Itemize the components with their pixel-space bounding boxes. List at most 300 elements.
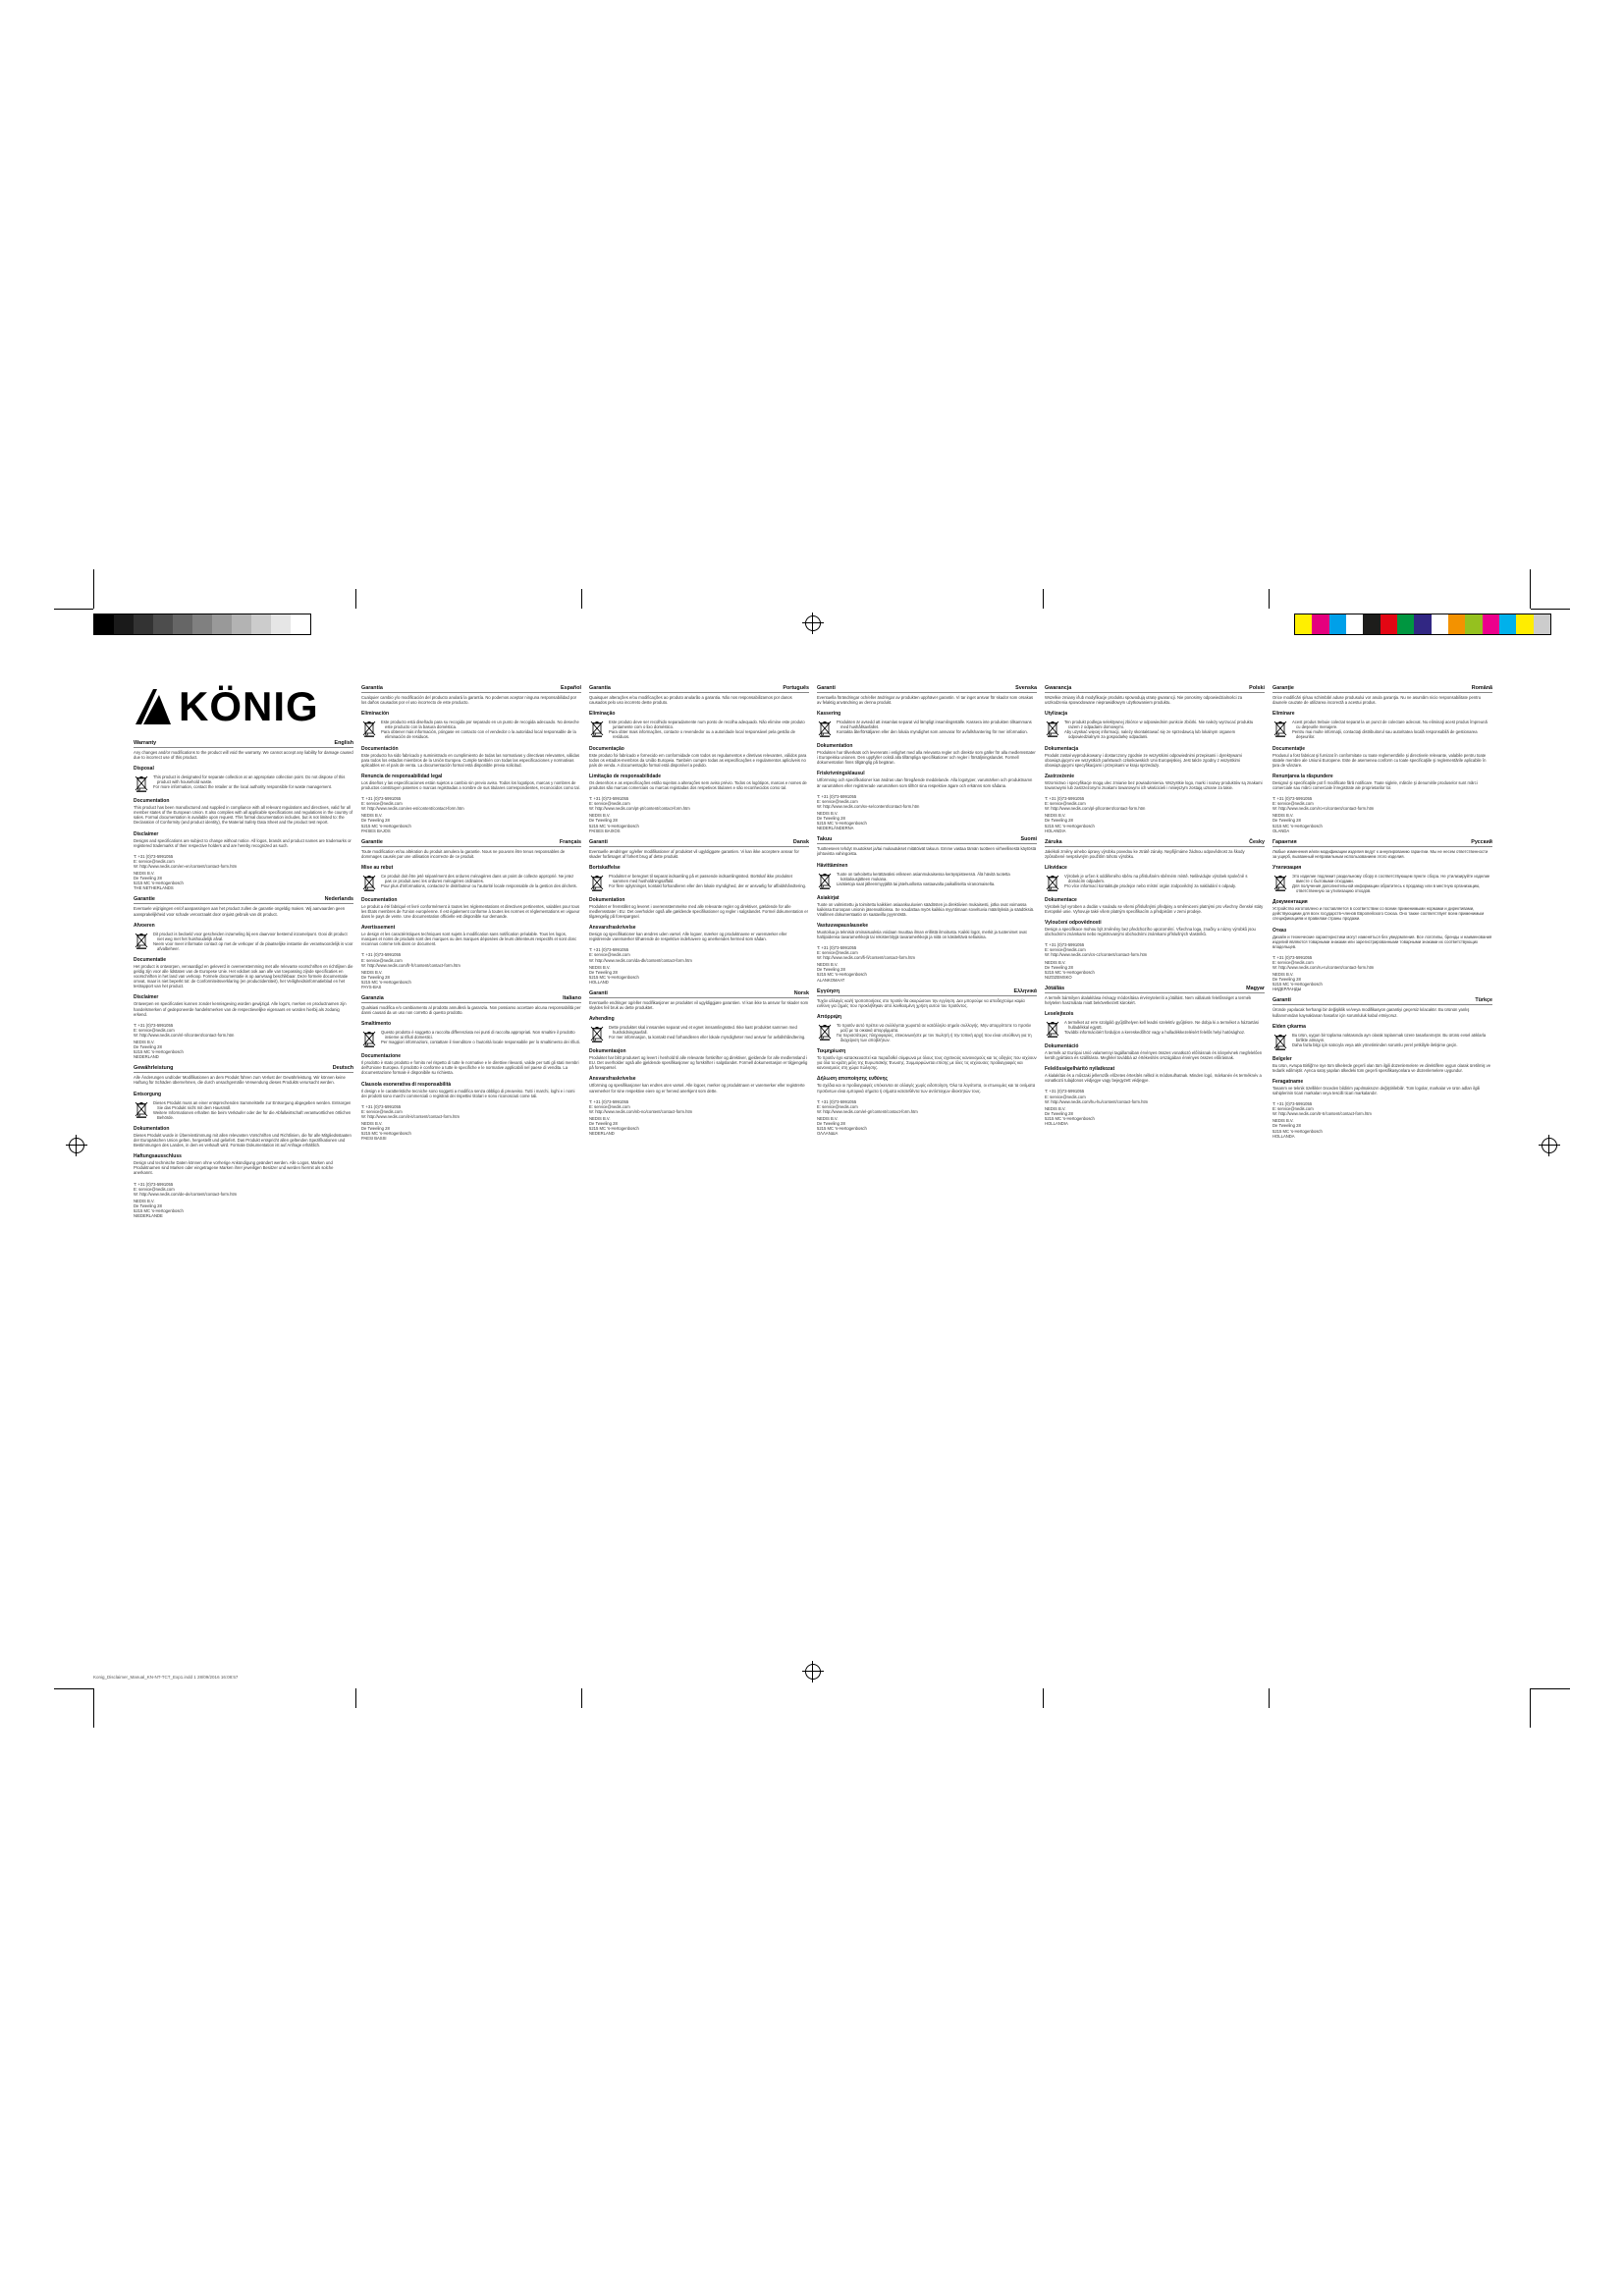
contact-line: W: http://www.nedis.com/el-gr/content/contact-form.htm xyxy=(817,1108,918,1114)
disposal-block xyxy=(1272,874,1492,893)
color-swatch xyxy=(1312,614,1328,634)
bullet-item: Para obter mais informações, contacte o revendedor ou a autoridade local responsável pela gestão de resíduos. xyxy=(609,729,795,740)
address-line: HOLLANDA xyxy=(1272,1133,1295,1139)
subheading: Utylizacja xyxy=(1045,711,1068,718)
contact-line: T: +31 (0)73-5991055 xyxy=(361,796,402,802)
bullet-list xyxy=(153,774,353,792)
paragraph: Utformning och specifikationer kan ändras utan föregående meddelande. Alla logotyper, varumärken och produktnamn är varumärken eller registrerade varumärken som tillhör sina respektive ägare och erkänns som sådana. xyxy=(817,777,1033,788)
contact-line: E: service@nedis.com xyxy=(817,1103,858,1109)
section xyxy=(1045,897,1265,914)
subheading: Haftungsausschluss xyxy=(134,1153,182,1160)
address-line: PAESI BASSI xyxy=(361,1136,387,1142)
disposal-block xyxy=(134,1100,353,1120)
address-line: 5215 MC 's-Hertogenbosch xyxy=(589,823,639,828)
section-heading xyxy=(817,836,1037,844)
address-block xyxy=(1272,1118,1492,1138)
color-swatch xyxy=(232,614,251,634)
bullet-item: Výrobek je určen k odděleného sběru na příslušném sběrném místě. Nelikvidujte výrobek společně s domácím odpadem. xyxy=(1064,873,1248,883)
bullet-list xyxy=(1064,720,1265,739)
subheading: Leselejtezés xyxy=(1045,1011,1074,1018)
color-swatch xyxy=(1363,614,1380,634)
crossed-bin-icon xyxy=(1045,720,1060,737)
section xyxy=(1272,796,1492,833)
subheading: Belgeler xyxy=(1272,1055,1292,1062)
section-title: Takuu xyxy=(817,836,833,843)
contact-line: T: +31 (0)73-5991055 xyxy=(589,947,629,953)
paragraph: Дизайн и технические характеристики могут изменяться без уведомления. Все логотипы, бренды и наименования изделий являются товарными знаками или зарегистрированными товарными знаками их соответствующих владельцев. xyxy=(1272,934,1492,949)
bullet-item: Acest produs trebuie colectat separat la un punct de colectare adecvat. Nu eliminaţi acest produs împreună cu deşeurile menajere. xyxy=(1292,720,1488,730)
address-line: NEDIS B.V. xyxy=(1272,972,1294,978)
language-label: Česky xyxy=(1249,838,1265,845)
section xyxy=(817,1099,1037,1137)
section xyxy=(589,1099,809,1137)
language-column xyxy=(134,685,353,1224)
address-line: HOLANDIA xyxy=(1045,828,1066,833)
disposal-block xyxy=(1045,1020,1265,1038)
paragraph: Designul şi specificaţiile pot fi modificate fără notificare. Toate siglele, mărcile şi denumirile produselor sunt mărci comerciale sau mărci comerciale înregistrate ale proprietarilor lor. xyxy=(1272,779,1478,790)
contact-line: W: http://www.nedis.com/cs-cz/content/contact-form.htm xyxy=(1045,952,1148,958)
address-line: NEDERLAND xyxy=(589,1131,615,1137)
paragraph: Eventuele wijzigingen en/of aanpassingen aan het product zullen de garantie ongeldig maken. Wij aanvaarden geen aansprakelijkheid voor schade veroorzaakt door onjuist gebruik van dit product. xyxy=(134,906,346,917)
section xyxy=(134,831,353,848)
address-line: THE NETHERLANDS xyxy=(134,885,174,891)
paragraph: Produkten har tillverkats och levererats i enlighet med alla relevanta regler och direktiv som gäller för alla medlemsstater i Europeiska unionen. Den uppfyller också alla tillämpliga specifikationer och regler i försäljningslandet. Formell dokumentation finns tillgänglig på begäran. xyxy=(817,750,1036,766)
contact-line: E: service@nedis.com xyxy=(589,952,630,958)
subheading: Zastrzeżenie xyxy=(1045,773,1075,779)
contact-line: E: service@nedis.com xyxy=(1045,947,1086,953)
crop-mark xyxy=(54,1688,93,1689)
paragraph: Utforming og spesifikasjoner kan endres uten varsel. Alle logoer, merker og produktnavn er varemerker eller registrerte varemerker for sine respektive eiere og er herved anerkjent som dette. xyxy=(589,1083,805,1094)
contact-block xyxy=(134,1023,353,1038)
color-swatch xyxy=(1414,614,1431,634)
paragraph: Produktet er fremstillet og leveret i overensstemmelse med alle relevante regler og direktiver, gældende for alle medlemsstater i EU. Det overholder også alle gældende specifikationer og regler i salgslandet. Formel dokumentation er tilgængelig på forespørgsel. xyxy=(589,903,808,920)
crop-mark xyxy=(93,1688,94,1728)
address-line: ALANKOMAAT xyxy=(817,977,845,983)
contact-line: W: http://www.nedis.com/fr-fr/content/contact-form.htm xyxy=(361,962,460,968)
paragraph: Ontwerpen en specificaties kunnen zonder kennisgeving worden gewijzigd. Alle logo's, merken en productnamen zijn handelsmerken of gedeponeerde handelsmerken van de respectievelijke eigenaars en worden hierbij als zodanig erkend. xyxy=(134,1001,347,1017)
address-line: 5215 MC 's-Hertogenbosch xyxy=(817,972,867,978)
address-block xyxy=(1045,1106,1265,1126)
contact-line: W: http://www.nedis.com/nl-nl/content/contact-form.htm xyxy=(134,1032,235,1038)
contact-block xyxy=(361,952,581,967)
disposal-block xyxy=(1045,874,1265,891)
crossed-bin-icon xyxy=(1272,874,1288,891)
contact-line: E: service@nedis.com xyxy=(1272,959,1314,965)
section xyxy=(1045,865,1265,891)
crossed-bin-icon xyxy=(589,1025,605,1042)
color-swatch xyxy=(212,614,232,634)
section-heading xyxy=(134,740,353,748)
bullet-list xyxy=(1064,874,1265,891)
section xyxy=(817,794,1037,831)
paragraph: Quaisquer alterações e/ou modificações ao produto anularão a garantia. Não nos responsabilizamos por danos causados pelo uso incorreto deste produto. xyxy=(589,695,792,706)
bullet-item: Για περισσότερες πληροφορίες, επικοινωνήστε με τον πωλητή ή την τοπική αρχή που είναι υπεύθυνη για τη διαχείριση των αποβλήτων. xyxy=(837,1033,1032,1043)
fold-mark xyxy=(355,1688,356,1708)
section xyxy=(589,839,809,859)
subheading: Feragatname xyxy=(1272,1078,1304,1085)
paragraph: Tasarım ve teknik özellikler önceden bildirim yapılmaksızın değiştirilebilir. Tüm logolar, markalar ve ürün adları ilgili sahiplerinin ticari markaları veya tescilli ticari markalarıdır. xyxy=(1272,1085,1481,1095)
section xyxy=(1272,746,1492,768)
bullet-item: Daha fazla bilgi için satıcıyla veya atık yönetiminden sorumlu yerel yetkiliyle iletişime geçin. xyxy=(1292,1041,1458,1047)
section xyxy=(817,895,1037,917)
section-heading xyxy=(361,839,581,847)
section xyxy=(1045,796,1265,833)
contact-block xyxy=(589,947,809,962)
subheading: Eliminação xyxy=(589,711,616,718)
section-heading xyxy=(1045,685,1265,693)
address-block xyxy=(817,962,1037,982)
section xyxy=(589,796,809,833)
language-label: Türkçe xyxy=(1475,997,1492,1004)
paragraph: Toute modification et/ou altération du produit annulera la garantie. Nous ne pouvons être tenus responsables de dommages causés par une utilisation incorrecte de ce produit. xyxy=(361,848,566,859)
brand-wordmark: KÖNIG xyxy=(179,685,319,730)
paragraph: Eventuella förändringar och/eller ändringar av produkten upphäver garantin. Vi tar inget ansvar för skador som orsakas av felaktig användning av denna produkt. xyxy=(817,695,1034,706)
language-label: Русский xyxy=(1471,838,1492,845)
section xyxy=(134,798,353,825)
disposal-block xyxy=(1272,720,1492,739)
contact-block xyxy=(589,1099,809,1114)
bullet-list xyxy=(381,720,581,739)
address-line: NEDIS B.V. xyxy=(1045,1105,1066,1111)
color-swatch xyxy=(1295,614,1312,634)
address-line: NEDIS B.V. xyxy=(134,871,155,877)
section xyxy=(134,740,353,760)
paragraph: Eventuelle ændringer og/eller modifikationer af produktet vil ugyldiggøre garantien. Vi kan ikke acceptere ansvar for skader forårsaget af forkert brug af dette produkt. xyxy=(589,848,799,859)
disclaimer-sheet xyxy=(134,685,1490,1603)
address-line: De Tweeling 28 xyxy=(134,1044,162,1050)
address-line: NEDIS B.V. xyxy=(817,810,839,816)
contact-block xyxy=(1272,796,1492,811)
crossed-bin-icon xyxy=(817,872,833,889)
language-label: Norsk xyxy=(793,990,809,996)
color-swatch xyxy=(1465,614,1482,634)
section xyxy=(1045,746,1265,768)
section xyxy=(134,1182,353,1219)
subheading: Smaltimento xyxy=(361,1021,392,1028)
section xyxy=(361,995,581,1015)
address-line: 5215 MC 's-Hertogenbosch xyxy=(817,821,867,827)
bullet-item: Tuote on tarkoitettu kerättäväksi erikseen asianmukaisessa keräyspisteessä. Älä hävitä tuotetta kotitalousjätteen mukana. xyxy=(837,871,1010,881)
paragraph: Το προϊόν έχει κατασκευαστεί και παραδοθεί σύμφωνα με όλους τους σχετικούς κανονισμούς και τις οδηγίες που ισχύουν για όλα τα κράτη μέλη της Ευρωπαϊκής Ένωσης. Συμμορφώνεται επίσης με όλες τις ισχύουσες προδιαγραφές και κανονισμούς στη χώρα πώλησης. xyxy=(817,1055,1037,1071)
address-line: De Tweeling 28 xyxy=(134,1202,162,1208)
section xyxy=(817,1076,1037,1093)
bullet-list xyxy=(609,1025,809,1042)
registration-mark xyxy=(805,1664,821,1680)
bullet-item: Para obtener más información, póngase en contacto con el vendedor o la autoridad local responsable de la eliminación de residuos. xyxy=(381,729,576,740)
paragraph: Het product is ontworpen, vervaardigd en geleverd in overeenstemming met alle relevante voorschriften en richtlijnen die geldig zijn voor alle lidstaten van de Europese Unie. Het voldoet ook aan alle van toepassing zijnde specificaties en voorschriften in het land van verkoop. Formele documentatie is op aanvraag beschikbaar. Deze formele documentatie omvat, maar is niet beperkt tot: de Conformiteitsverklaring (en productidentiteit), het Veiligheidsinformatieblad en het testrapport van het product. xyxy=(134,963,353,989)
language-label: Suomi xyxy=(1020,836,1037,843)
bullet-item: Weitere Informationen erhalten Sie beim Verkäufer oder der für die Abfallwirtschaft verantwortlichen örtlichen Behörde. xyxy=(153,1109,352,1120)
contact-line: E: service@nedis.com xyxy=(817,950,858,956)
bullet-item: Для получения дополнительной информации обратитесь к продавцу или в местную организацию, ответственную за утилизацию отходов. xyxy=(1292,883,1481,894)
bullet-item: Pour plus d'informations, contactez le distributeur ou l'autorité locale responsable de la gestion des déchets. xyxy=(381,883,577,889)
language-label: Français xyxy=(559,838,581,845)
section xyxy=(134,957,353,988)
address-line: NEDIS B.V. xyxy=(817,962,839,968)
section-title: Garanti xyxy=(589,838,608,845)
color-swatch xyxy=(173,614,192,634)
contact-line: W: http://www.nedis.com/en-en/content/contact-form.htm xyxy=(134,863,238,869)
crop-mark xyxy=(54,609,93,610)
paragraph: Este produto foi fabricado e fornecido em conformidade com todos os regulamentos e diretivas relevantes, válidos para todos os estados-membros da União Europeia. Também cumpre todas as especificações e regulamentos aplicáveis no país de venda. A documentação formal está disponível a pedido. xyxy=(589,752,807,768)
bullet-item: Ten produkt podlega selektywnej zbiórce w odpowiednim punkcie zbiórki. Nie należy wyrzucać produktu razem z odpadami domowymi. xyxy=(1064,720,1254,730)
fold-mark xyxy=(1269,1688,1270,1708)
section xyxy=(817,743,1037,765)
section xyxy=(817,945,1037,983)
address-line: De Tweeling 28 xyxy=(361,974,390,980)
address-block xyxy=(817,1116,1037,1136)
color-swatch xyxy=(1499,614,1516,634)
section xyxy=(817,1014,1037,1042)
section xyxy=(589,774,809,790)
section-heading xyxy=(589,839,809,847)
color-swatch xyxy=(1397,614,1414,634)
language-label: Nederlands xyxy=(324,896,353,903)
bullet-list xyxy=(1064,1020,1265,1038)
registration-mark xyxy=(805,615,821,631)
bullet-item: For mer informasjon, ta kontakt med forhandleren eller lokale myndigheter med ansvar for avfallshåndtering. xyxy=(609,1035,806,1041)
language-label: English xyxy=(334,740,353,746)
color-swatch xyxy=(1329,614,1346,634)
address-block xyxy=(1045,960,1265,980)
section xyxy=(361,796,581,833)
crossed-bin-icon xyxy=(361,1030,377,1047)
subheading: Kassering xyxy=(817,711,841,718)
contact-line: W: http://www.nedis.com/fi-fi/content/contact-form.htm xyxy=(817,955,915,961)
section xyxy=(589,685,809,705)
paragraph: This product has been manufactured and supplied in compliance with all relevant regulations and directives, valid for all member states of the European Union. It also complies with all applicable specifications and regulations in the country of sales. Formal documentation is available upon request. This formal documentation includes, but is not limited to: the Declaration of Conformity (and product identity), the Material Safety Data Sheet and the product test report. xyxy=(134,805,352,826)
section-title: Garanti xyxy=(589,990,608,996)
address-line: De Tweeling 28 xyxy=(1045,1110,1073,1116)
subheading: Hävittäminen xyxy=(817,862,848,869)
section-title: Εγγύηση xyxy=(817,988,840,994)
crossed-bin-icon xyxy=(134,774,149,792)
disposal-block xyxy=(134,774,353,792)
crop-mark xyxy=(93,569,94,609)
subheading: Eliminare xyxy=(1272,711,1295,718)
address-line: De Tweeling 28 xyxy=(361,818,390,824)
subheading: Vyloučení odpovědnosti xyxy=(1045,920,1102,927)
subheading: Disposal xyxy=(134,766,154,773)
subheading: Afvoeren xyxy=(134,922,155,929)
paragraph: Eventuelle endringer og/eller modifikasjoner av produktet vil ugyldiggjøre garantien. Vi kan ikke ta ansvar for skader som skyldes feil bruk av dette produktet. xyxy=(589,1000,809,1011)
color-swatch xyxy=(271,614,291,634)
subheading: Dokumentace xyxy=(1045,896,1077,903)
subheading: Renunţarea la răspundere xyxy=(1272,773,1333,779)
paragraph: Design og specifikationer kan ændres uden varsel. Alle logoer, mærker og produktnavne er varemærker eller registrerede varemærker tilhørende de respektive indehavere og anerkendes hermed som sådan. xyxy=(589,932,787,942)
section-title: Garanti xyxy=(817,685,836,691)
contact-line: T: +31 (0)73-5991055 xyxy=(134,853,174,859)
bullet-list xyxy=(153,932,353,951)
contact-line: T: +31 (0)73-5991055 xyxy=(1272,1101,1313,1107)
crossed-bin-icon xyxy=(361,720,377,737)
language-column xyxy=(1272,685,1492,1145)
contact-line: W: http://www.nedis.com/nb-no/content/contact-form.htm xyxy=(589,1108,693,1114)
address-line: HOLLAND xyxy=(589,979,609,985)
section-heading xyxy=(134,1065,353,1073)
contact-block xyxy=(1272,955,1492,970)
section xyxy=(361,952,581,989)
section xyxy=(1045,920,1265,936)
color-swatch xyxy=(1380,614,1397,634)
subheading: Documentation xyxy=(134,798,170,805)
contact-block xyxy=(361,796,581,811)
paragraph: A termék bármilyen átalakítása és/vagy módosítása érvényteleníti a jótállást. Nem vállalunk felelősséget a termék helytelen használata miatt bekövetkezett károkért. xyxy=(1045,994,1252,1005)
section xyxy=(1045,986,1265,1005)
subheading: Dokumentasjon xyxy=(589,1048,626,1055)
contact-block xyxy=(817,794,1037,809)
bullet-list xyxy=(609,874,809,891)
contact-line: W: http://www.nedis.com/de-de/content/contact-form.htm xyxy=(134,1191,238,1197)
section-title: Garantia xyxy=(589,685,611,691)
contact-line: T: +31 (0)73-5991055 xyxy=(134,1022,174,1028)
disposal-block xyxy=(817,872,1037,889)
address-block xyxy=(134,1199,353,1218)
address-line: 5215 MC 's-Hertogenbosch xyxy=(817,1126,867,1132)
contact-line: E: service@nedis.com xyxy=(361,801,403,807)
address-line: De Tweeling 28 xyxy=(817,967,845,973)
bullet-list xyxy=(381,874,581,891)
paragraph: Wszelkie zmiany i/lub modyfikacje produktu spowodują utratę gwarancji. Nie ponosimy odpowiedzialności za uszkodzenia spowodowane nieprawidłowym użytkowaniem produktu. xyxy=(1045,695,1243,706)
section xyxy=(361,774,581,790)
contact-line: E: service@nedis.com xyxy=(1045,1094,1086,1099)
paragraph: Any changes and/or modifications to the product will void the warranty. We cannot accept any liability for damage caused due to incorrect use of this product. xyxy=(134,750,353,761)
address-line: De Tweeling 28 xyxy=(134,876,162,881)
subheading: Limitação de responsabilidade xyxy=(589,773,662,779)
section xyxy=(817,863,1037,889)
contact-line: W: http://www.nedis.com/pt-pt/content/contact-form.htm xyxy=(589,806,690,812)
section xyxy=(589,897,809,919)
address-line: 5215 MC 's-Hertogenbosch xyxy=(1045,823,1095,828)
section xyxy=(817,988,1037,1008)
section xyxy=(1045,774,1265,790)
address-block xyxy=(134,871,353,890)
crop-mark xyxy=(1530,569,1531,609)
section-heading xyxy=(1045,839,1265,847)
bullet-list xyxy=(153,1100,353,1120)
section xyxy=(361,711,581,739)
bullet-list xyxy=(837,720,1037,737)
address-block xyxy=(589,965,809,985)
color-swatch xyxy=(1516,614,1533,634)
contact-line: E: service@nedis.com xyxy=(134,858,175,864)
subheading: Entsorgung xyxy=(134,1091,162,1097)
subheading: Dokumentation xyxy=(817,743,853,750)
bullet-list xyxy=(837,872,1037,889)
contact-line: E: service@nedis.com xyxy=(1045,801,1086,807)
subheading: Clausola esonerativa di responsabilità xyxy=(361,1081,452,1088)
fold-mark xyxy=(581,1688,582,1708)
section-heading xyxy=(1272,997,1492,1005)
address-block xyxy=(1272,813,1492,832)
section-heading xyxy=(817,988,1037,996)
address-line: De Tweeling 28 xyxy=(1045,964,1073,970)
crossed-bin-icon xyxy=(1272,720,1288,737)
language-column xyxy=(1045,685,1265,1132)
contact-line: W: http://www.nedis.com/da-dk/content/contact-form.htm xyxy=(589,957,692,963)
contact-line: T: +31 (0)73-5991055 xyxy=(1045,796,1085,802)
section xyxy=(1045,1011,1265,1038)
contact-line: E: service@nedis.com xyxy=(134,1186,175,1192)
paragraph: Produsul a fost fabricat şi furnizat în conformitate cu toate reglementările şi directivele relevante, valabile pentru toate statele membre ale Uniunii Europene. Este de asemenea conform cu toate specificaţiile şi reglementările aplicabile în ţara de vânzare. xyxy=(1272,752,1487,768)
section xyxy=(1272,685,1492,705)
crop-mark xyxy=(1531,1688,1570,1689)
section xyxy=(134,766,353,792)
bullet-item: Pro více informací kontaktujte prodejce nebo místní orgán zodpovědný za nakládání s odpady. xyxy=(1064,883,1236,889)
paragraph: A kialakítás és a műszaki jellemzők előzetes értesítés nélkül is módosulhatnak. Minden logó, márkanév és terméknév a vonatkozó tulajdonos védjegye vagy bejegyzett védjegye. xyxy=(1045,1073,1262,1084)
section xyxy=(134,994,353,1016)
contact-line: W: http://www.nedis.com/hu-hu/content/contact-form.htm xyxy=(1045,1098,1149,1104)
crop-mark xyxy=(1531,609,1570,610)
paragraph: Los diseños y las especificaciones están sujetos a cambio sin previo aviso. Todos los logotipos, marcas y nombres de productos constituyen patentes o marcas registradas a nombre de sus titulares correspondientes, reconocidos como tal. xyxy=(361,779,580,790)
subheading: Τεκμηρίωση xyxy=(817,1048,846,1055)
bullet-item: Este produto deve ser recolhido separadamente num ponto de recolha adequado. Não elimine este produto juntamente com o lixo doméstico. xyxy=(609,720,805,730)
address-line: De Tweeling 28 xyxy=(1272,1123,1301,1129)
section-heading xyxy=(1272,685,1492,693)
section xyxy=(134,1126,353,1148)
paragraph: Muotoilua ja teknisiä ominaisuuksia voidaan muuttaa ilman erillistä ilmoitusta. Kaikki logot, merkit ja tuotenimet ovat haltijoidensa tavaramerkkejä tai rekisteröityjä tavaramerkkejä ja niitä on käsiteltävä sellaisina. xyxy=(817,929,1027,939)
address-block xyxy=(361,1121,581,1141)
brand-logo xyxy=(134,685,353,728)
section-heading xyxy=(1272,839,1492,847)
section xyxy=(589,925,809,941)
address-line: NEDIS B.V. xyxy=(1045,959,1066,965)
subheading: Ansvarsfraskrivelse xyxy=(589,925,636,932)
address-line: NEDIS B.V. xyxy=(134,1198,155,1203)
address-line: NEDIS B.V. xyxy=(134,1040,155,1044)
address-line: PAÍSES BAIXOS xyxy=(589,828,621,833)
address-line: De Tweeling 28 xyxy=(1272,977,1301,983)
address-line: HOLLANDIA xyxy=(1045,1121,1068,1127)
address-line: ΟΛΛΑΝΔΙΑ xyxy=(817,1131,839,1137)
color-swatch xyxy=(114,614,134,634)
color-swatch xyxy=(1534,614,1550,634)
section-heading xyxy=(817,685,1037,693)
section xyxy=(817,923,1037,939)
paragraph: Este producto ha sido fabricado y suministrado en cumplimiento de todas las normativas y directivas relevantes, válidas para todos los estados miembros de la Unión Europea. Cumple también con todas las especificaciones y normativas aplicables en el país de venta. La documentación formal está disponible previa solicitud. xyxy=(361,752,580,768)
contact-line: E: service@nedis.com xyxy=(134,1027,175,1033)
address-line: НИДЕРЛАНДЫ xyxy=(1272,987,1302,992)
subheading: Dokumentation xyxy=(589,896,625,903)
section xyxy=(1045,685,1265,705)
section-title: Garanţie xyxy=(1272,685,1294,691)
bullet-item: Το προϊόν αυτό πρέπει να συλλέγεται χωριστά σε κατάλληλο σημείο συλλογής. Μην απορρίπτετε το προϊόν μαζί με τα οικιακά απορρίμματα. xyxy=(837,1022,1031,1033)
bullet-item: Questo prodotto è soggetto a raccolta differenziata nei punti di raccolta appropriati. Non smaltire il prodotto insieme ai rifiuti domestici. xyxy=(381,1030,575,1041)
contact-block xyxy=(1045,796,1265,811)
subheading: Vastuuvapauslauseke xyxy=(817,922,868,929)
contact-line: T: +31 (0)73-5991055 xyxy=(361,1103,402,1109)
address-line: 5215 MC 's-Hertogenbosch xyxy=(361,1131,411,1137)
bullet-item: Dette produktet skal innsamles separat ved et egnet innsamlingssted. Ikke kast produktet sammen med husholdningsavfall. xyxy=(609,1025,797,1036)
address-line: 5215 MC 's-Hertogenbosch xyxy=(361,979,411,985)
subheading: Disclaimer xyxy=(134,830,159,837)
subheading: Eliminación xyxy=(361,711,390,718)
crossed-bin-icon xyxy=(1045,1020,1060,1038)
bullet-item: A terméket az erre szolgáló gyűjtőhelyen kell leadni szelektív gyűjtésre. Ne dobja ki a terméket a háztartási hulladékkal együtt. xyxy=(1064,1020,1259,1031)
paragraph: Wzornictwo i specyfikacje mogą ulec zmianie bez powiadomienia. Wszystkie logo, marki i nazwy produktów są znakami towarowymi lub zastrzeżonymi znakami towarowymi ich właścicieli i niniejszym zostają uznane za takie. xyxy=(1045,779,1263,790)
section-heading xyxy=(361,685,581,693)
contact-line: E: service@nedis.com xyxy=(589,801,630,807)
address-line: NIZOZEMSKO xyxy=(1045,974,1072,980)
section xyxy=(1045,1089,1265,1126)
contact-block xyxy=(361,1104,581,1119)
language-label: Română xyxy=(1471,685,1492,691)
subheading: Dokumentation xyxy=(134,1125,170,1132)
contact-line: T: +31 (0)73-5991055 xyxy=(1272,796,1313,802)
contact-line: W: http://www.nedis.com/it-it/content/contact-form.htm xyxy=(361,1113,460,1119)
subheading: Documentazione xyxy=(361,1053,402,1060)
contact-block xyxy=(134,854,353,869)
